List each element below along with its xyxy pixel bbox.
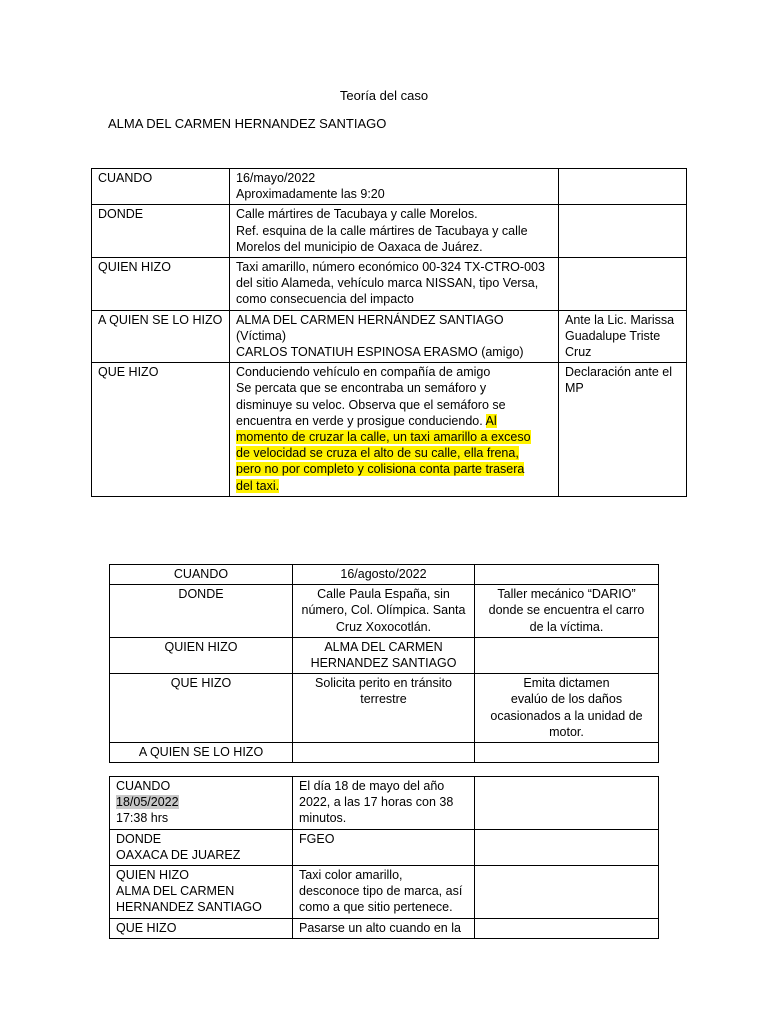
table-row: [92, 258, 687, 311]
row-extra: Emita dictamen evalúo de los daños ocasionados a la unidad de motor.: [475, 674, 659, 743]
table-row: [110, 743, 659, 763]
row-label: DONDE: [110, 585, 293, 638]
row-label: A QUIEN SE LO HIZO: [92, 310, 230, 363]
highlighted-date: 18/05/2022: [116, 795, 179, 810]
case-table-1: [91, 168, 687, 497]
row-value: Taxi amarillo, número económico 00-324 TX-CTRO-003 del sitio Alameda, vehículo marca NISSAN, tipo Versa, como consecuencia del impacto: [230, 258, 559, 311]
highlighted-text: momento de cruzar la calle, un taxi amarillo a exceso: [236, 430, 531, 445]
table-row: [92, 169, 687, 205]
row-label: QUE HIZO: [110, 674, 293, 743]
table-row: [110, 674, 659, 743]
row-value: ALMA DEL CARMEN HERNÁNDEZ SANTIAGO (Víctima) CARLOS TONATIUH ESPINOSA ERASMO (amigo): [230, 310, 559, 363]
row-extra: [559, 258, 687, 311]
row-label: QUE HIZO: [92, 363, 230, 497]
row-value: Taxi color amarillo, desconoce tipo de marca, así como a que sitio pertenece.: [293, 866, 475, 919]
row-label: QUIEN HIZO ALMA DEL CARMEN HERNANDEZ SANTIAGO: [110, 866, 293, 919]
row-extra: [475, 829, 659, 865]
row-label: DONDE: [92, 205, 230, 258]
subject-name: ALMA DEL CARMEN HERNANDEZ SANTIAGO: [108, 116, 387, 131]
row-extra: [475, 866, 659, 919]
row-extra: [475, 777, 659, 830]
row-extra: Declaración ante el MP: [559, 363, 687, 497]
table-row: [110, 829, 659, 865]
table-row: [110, 565, 659, 585]
row-value: [293, 743, 475, 763]
row-label: QUE HIZO: [110, 918, 293, 938]
row-label: CUANDO: [92, 169, 230, 205]
row-value: Calle mártires de Tacubaya y calle Morelos. Ref. esquina de la calle mártires de Tacubaya y calle Morelos del municipio de Oaxaca de Juárez.: [230, 205, 559, 258]
row-extra: Ante la Lic. Marissa Guadalupe Triste Cruz: [559, 310, 687, 363]
highlighted-text: Al: [485, 413, 497, 428]
row-extra: [559, 169, 687, 205]
table-row: [110, 585, 659, 638]
row-extra: Taller mecánico “DARIO” donde se encuentra el carro de la víctima.: [475, 585, 659, 638]
row-label: CUANDO 18/05/2022 17:38 hrs: [110, 777, 293, 830]
table-row: [110, 918, 659, 938]
table-row: [92, 205, 687, 258]
highlighted-text: pero no por completo y colisiona conta parte trasera: [236, 462, 525, 477]
row-extra: [559, 205, 687, 258]
table-row: [110, 866, 659, 919]
row-extra: [475, 743, 659, 763]
table-row: [92, 363, 687, 497]
row-label: CUANDO: [110, 565, 293, 585]
page-title: Teoría del caso: [339, 88, 429, 103]
row-label: QUIEN HIZO: [92, 258, 230, 311]
row-extra: [475, 565, 659, 585]
row-value: El día 18 de mayo del año 2022, a las 17 horas con 38 minutos.: [293, 777, 475, 830]
row-value: Calle Paula España, sin número, Col. Olímpica. Santa Cruz Xoxocotlán.: [293, 585, 475, 638]
row-value: Pasarse un alto cuando en la: [293, 918, 475, 938]
row-value: 16/agosto/2022: [293, 565, 475, 585]
row-extra: [475, 637, 659, 673]
table-row: [92, 310, 687, 363]
row-label: A QUIEN SE LO HIZO: [110, 743, 293, 763]
highlighted-text: del taxi.: [236, 478, 280, 493]
row-value: Conduciendo vehículo en compañía de amigo Se percata que se encontraba un semáforo y disminuye su veloc. Observa que el semáforo se encuentra en verde y prosigue conduciendo. Al momento de cruzar la calle, un taxi amarillo a exceso de velocidad se cruza el alto de su calle, ella frena, pero no por completo y colisiona conta parte trasera del taxi.: [230, 363, 559, 497]
highlighted-text: de velocidad se cruza el alto de su calle, ella frena,: [236, 446, 519, 461]
table-row: [110, 637, 659, 673]
row-value: 16/mayo/2022 Aproximadamente las 9:20: [230, 169, 559, 205]
case-table-2: [109, 564, 659, 763]
row-extra: [475, 918, 659, 938]
row-value: FGEO: [293, 829, 475, 865]
table-row: [110, 777, 659, 830]
row-label: DONDE OAXACA DE JUAREZ: [110, 829, 293, 865]
case-table-3: [109, 776, 659, 939]
row-value: Solicita perito en tránsito terrestre: [293, 674, 475, 743]
row-label: QUIEN HIZO: [110, 637, 293, 673]
row-value: ALMA DEL CARMEN HERNANDEZ SANTIAGO: [293, 637, 475, 673]
